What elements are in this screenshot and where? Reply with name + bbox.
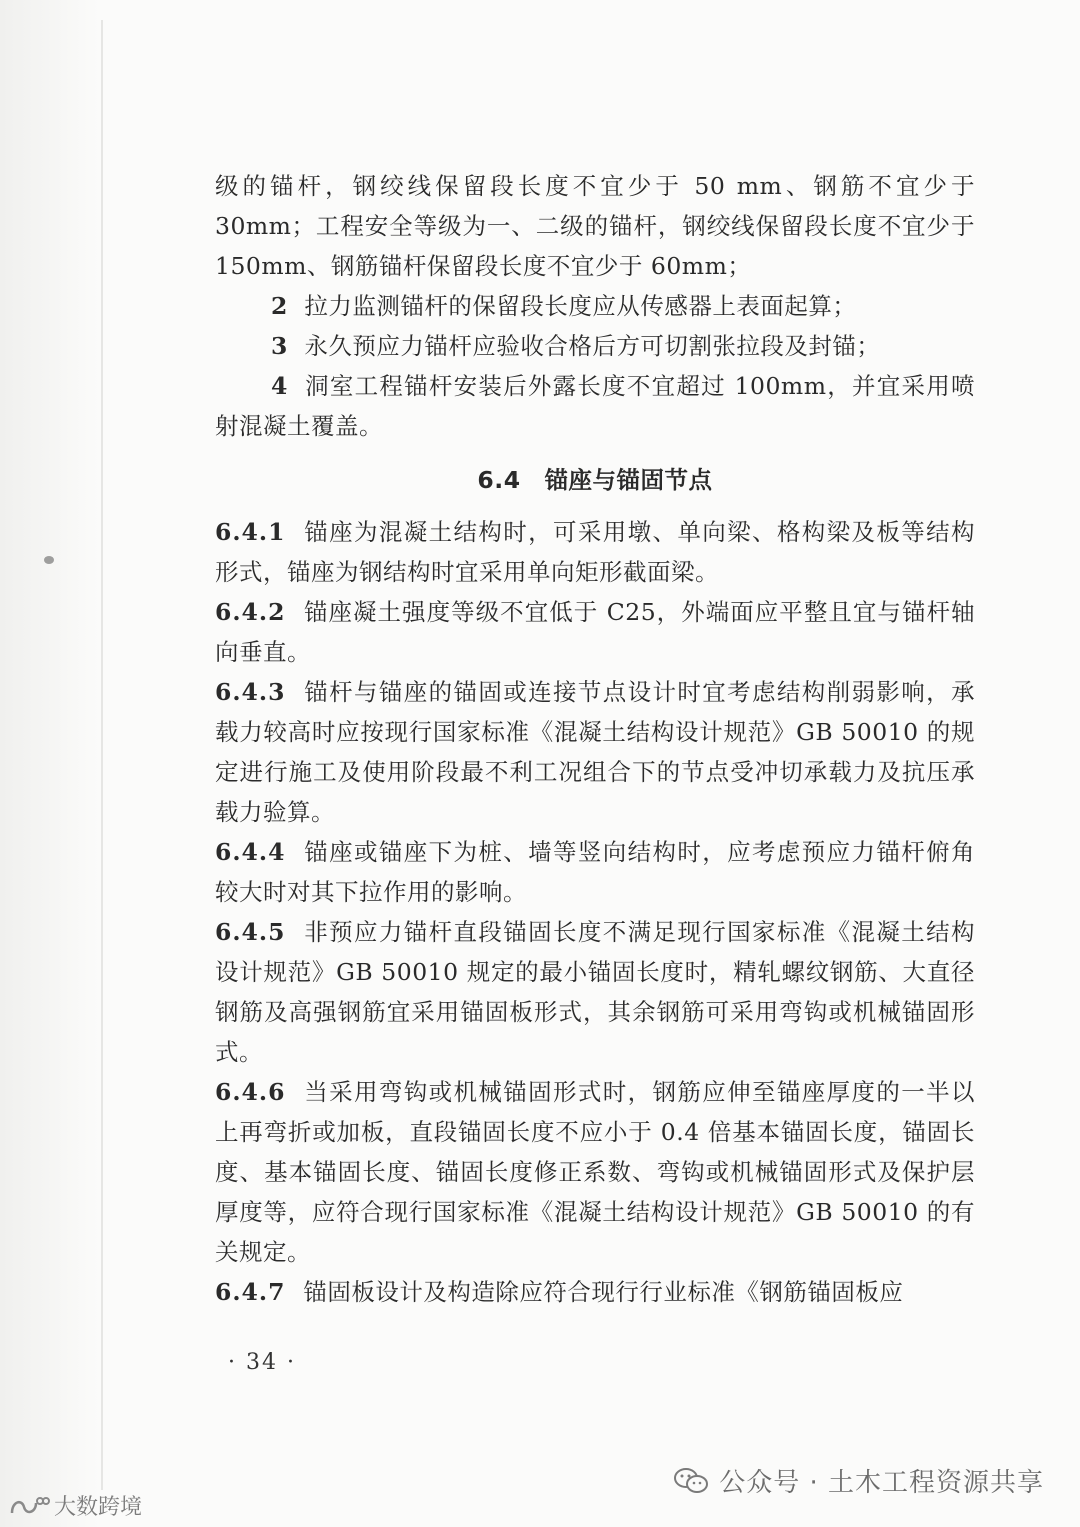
list-item-number: 3 <box>271 332 289 360</box>
clause <box>215 592 975 672</box>
clause <box>215 512 975 592</box>
list-item-text: 洞室工程锚杆安装后外露长度不宜超过 100mm，并宜采用喷射混凝土覆盖。 <box>215 372 975 440</box>
list-item <box>215 286 975 326</box>
clause-text: 非预应力锚杆直段锚固长度不满足现行国家标准《混凝土结构设计规范》GB 50010 规定的最小锚固长度时，精轧螺纹钢筋、大直径钢筋及高强钢筋宜采用锚固板形式，其余钢筋可采用弯钩或机械锚固形式。 <box>215 918 975 1066</box>
section-number: 6.4 <box>477 466 521 494</box>
clause <box>215 912 975 1072</box>
list-item-text: 永久预应力锚杆应验收合格后方可切割张拉段及封锚； <box>304 332 881 360</box>
clause <box>215 1272 975 1312</box>
clause-text: 当采用弯钩或机械锚固形式时，钢筋应伸至锚座厚度的一半以上再弯折或加板，直段锚固长度不应小于 0.4 倍基本锚固长度，锚固长度、基本锚固长度、锚固长度修正系数、弯钩或机械锚固形式及保护层厚度等，应符合现行国家标准《混凝土结构设计规范》GB 50010 的有关规定。 <box>215 1078 975 1266</box>
scan-speck <box>44 556 54 564</box>
clause-number: 6.4.1 <box>215 518 286 546</box>
clause <box>215 672 975 832</box>
corner-watermark <box>8 1490 142 1521</box>
corner-text: 大数跨境 <box>54 1495 143 1520</box>
clause-text: 锚座或锚座下为桩、墙等竖向结构时，应考虑预应力锚杆俯角较大时对其下拉作用的影响。 <box>215 838 975 906</box>
section-title: 锚座与锚固节点 <box>544 466 713 494</box>
clause <box>215 1072 975 1272</box>
list-item-text: 拉力监测锚杆的保留段长度应从传感器上表面起算； <box>304 292 857 320</box>
watermark <box>673 1462 1044 1499</box>
clause-number: 6.4.6 <box>215 1078 286 1106</box>
list-item <box>215 366 975 446</box>
binding-strip <box>0 0 100 1527</box>
clause-number: 6.4.3 <box>215 678 286 706</box>
clause-text: 锚杆与锚座的锚固或连接节点设计时宜考虑结构削弱影响，承载力较高时应按现行国家标准《混凝土结构设计规范》GB 50010 的规定进行施工及使用阶段最不利工况组合下的节点受冲切承载力及抗压承载力验算。 <box>215 678 975 826</box>
wechat-icon <box>673 1467 709 1495</box>
brand-logo-icon <box>8 1493 50 1519</box>
continued-paragraph: 级的锚杆，钢绞线保留段长度不宜少于 50 mm、钢筋不宜少于30mm；工程安全等级为一、二级的锚杆，钢绞线保留段长度不宜少于 150mm、钢筋锚杆保留段长度不宜少于 60mm； <box>215 172 975 280</box>
clause-text: 锚固板设计及构造除应符合现行行业标准《钢筋锚固板应 <box>303 1278 904 1306</box>
binding-line <box>101 20 103 1490</box>
clause-text: 锚座为混凝土结构时，可采用墩、单向梁、格构梁及板等结构形式，锚座为钢结构时宜采用单向矩形截面梁。 <box>215 518 975 586</box>
body-text <box>215 166 975 1312</box>
watermark-text: 公众号 · 土木工程资源共享 <box>719 1468 1044 1498</box>
list-item <box>215 326 975 366</box>
list-item-number: 4 <box>271 372 289 400</box>
clause-number: 6.4.5 <box>215 918 286 946</box>
clause-number: 6.4.2 <box>215 598 286 626</box>
clause-text: 锚座凝土强度等级不宜低于 C25，外端面应平整且宜与锚杆轴向垂直。 <box>215 598 975 666</box>
page-number: · 34 · <box>228 1350 296 1375</box>
clause <box>215 832 975 912</box>
clause-number: 6.4.4 <box>215 838 286 866</box>
list-item-number: 2 <box>271 292 289 320</box>
clause-number: 6.4.7 <box>215 1278 286 1306</box>
section-heading <box>215 460 975 500</box>
